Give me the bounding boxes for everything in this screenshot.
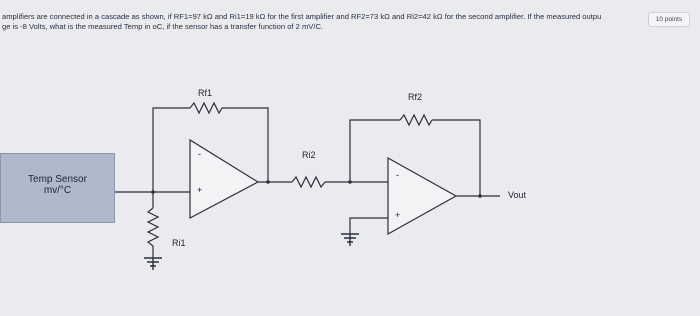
junction-dot <box>348 180 352 184</box>
question-text-line-1: amplifiers are connected in a cascade as shown, if RF1=97 kΩ and Ri1=19 kΩ for the first amplifier and RF2=73 kΩ and Ri2=42 kΩ for the second amplifier. If the measured outpu <box>2 12 602 21</box>
wire-opamp2-ground <box>350 218 388 234</box>
resistor-ri1 <box>148 208 158 258</box>
sensor-label: Temp Sensor <box>28 174 87 185</box>
opamp-1-minus: - <box>198 149 201 159</box>
sensor-unit: mv/°C <box>43 185 72 196</box>
junction-dot <box>151 190 155 194</box>
opamp-2-minus: - <box>396 170 399 180</box>
opamp-2-plus: + <box>395 210 401 220</box>
points-badge: 10 points <box>648 12 690 27</box>
junction-dot <box>478 194 482 198</box>
junction-dot <box>266 180 270 184</box>
temp-sensor-block <box>0 153 115 223</box>
ri1-label: Ri1 <box>172 238 186 248</box>
ground-symbol-2 <box>341 234 359 246</box>
ground-symbol-1 <box>144 258 162 270</box>
ri2-label: Ri2 <box>302 150 316 160</box>
question-text-line-2: ge is -8 Volts, what is the measured Temp in oC, if the sensor has a transfer function of 2 mV/C. <box>2 22 324 31</box>
opamp-1-plus: + <box>197 185 203 195</box>
rf2-label: Rf2 <box>408 92 423 102</box>
rf1-label: Rf1 <box>198 88 213 98</box>
resistor-ri2 <box>292 177 325 187</box>
resistor-rf2 <box>400 115 432 125</box>
vout-label: Vout <box>508 190 527 200</box>
resistor-rf1 <box>190 103 222 113</box>
